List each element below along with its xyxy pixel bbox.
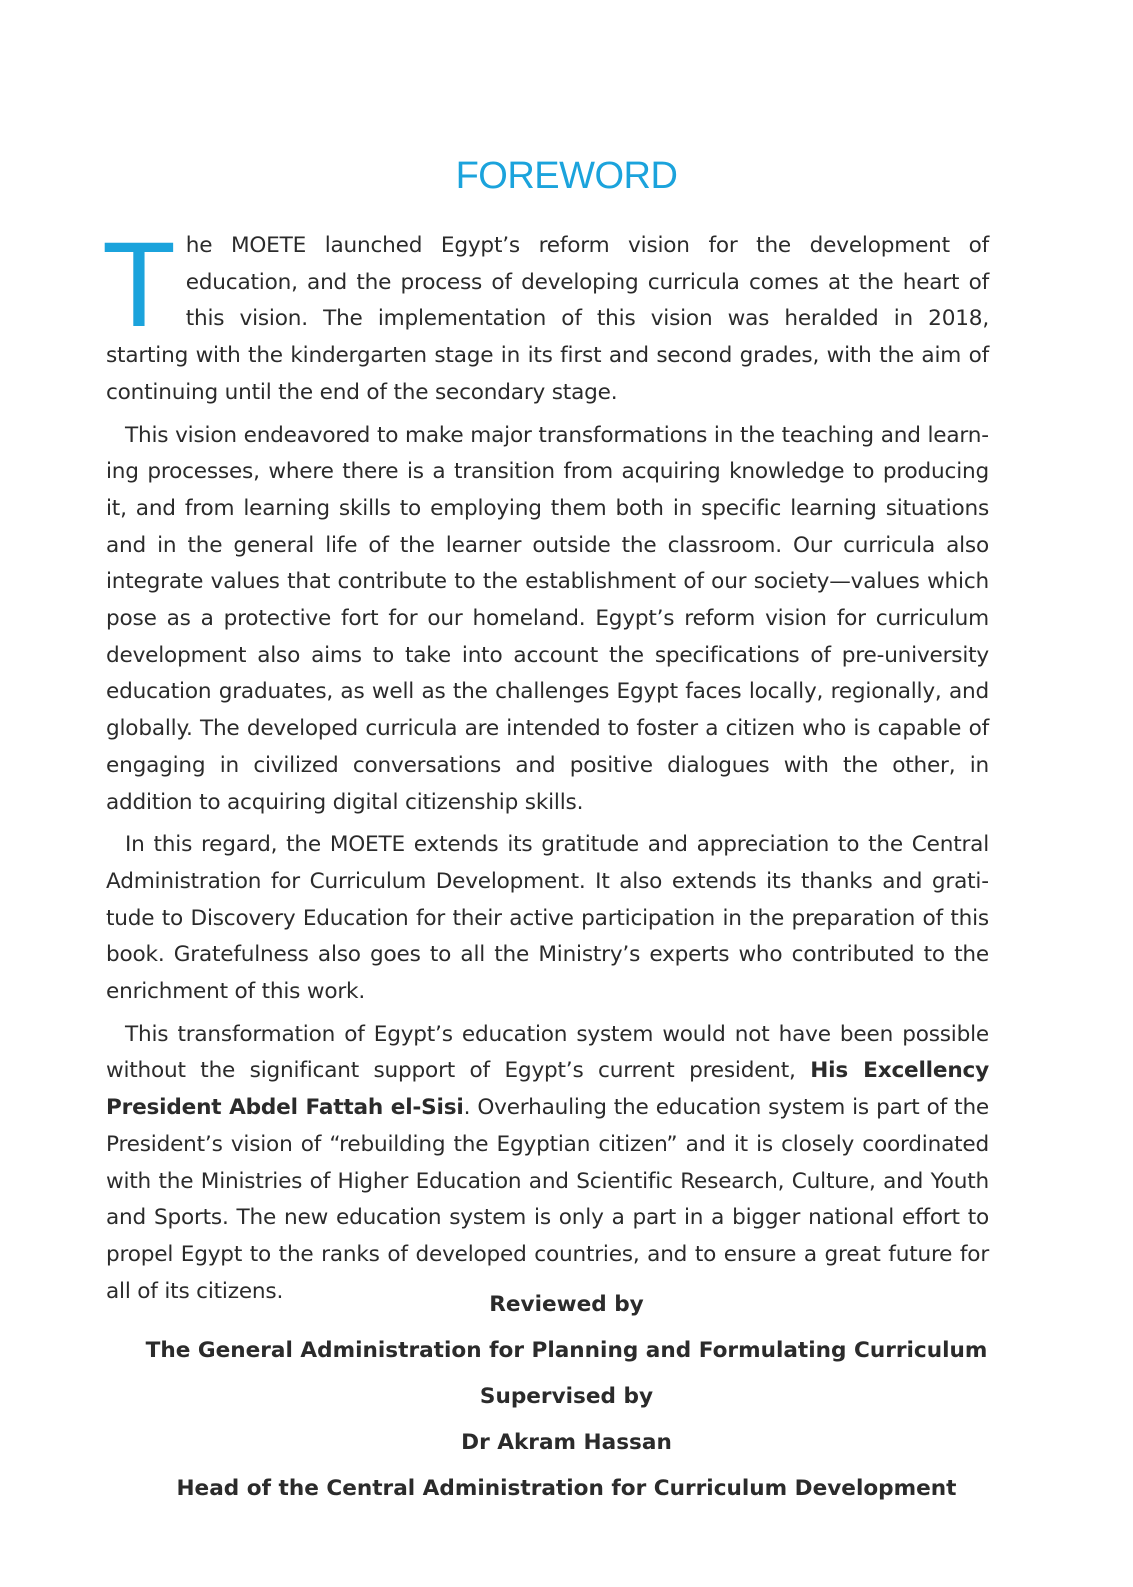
paragraph-4 — [106, 1017, 989, 1311]
reviewed-by-label: Reviewed by — [489, 1292, 644, 1317]
paragraph-3: In this regard, the MOETE extends its gratitude and appreciation to the Central Administration for Curriculum Development. It also extends its thanks and gratitude to Discovery Education for their active participation in the preparation of this book. Gratefulness also goes to all the Ministry’s experts who contributed to the enrichment of this work. — [106, 832, 989, 1005]
drop-cap: T — [102, 216, 176, 352]
president-name: His Excellency President Abdel Fattah el-Sisi — [106, 1058, 989, 1121]
paragraph-2: This vision endeavored to make major transformations in the teaching and learning processes, where there is a transition from acquiring knowledge to producing it, and from learning skills to employing them both in specific learning situations and in the general life of the learner outside the classroom. Our curricula also integrate values that contribute to the establishment of our society—values which pose as a protective fort for our homeland. Egypt’s reform vision for curriculum development also aims to take into account the specifications of pre-university education graduates, as well as the challenges Egypt faces locally, regionally, and globally. The developed curricula are intended to foster a citizen who is capable of engaging in civilized conversations and positive dialogues with the other, in addition to acquiring digital citizenship skills. — [106, 422, 989, 815]
reviewer-name: The General Administration for Planning and Formulating Curriculum — [145, 1338, 988, 1363]
paragraph-1 — [102, 216, 989, 412]
page-title: FOREWORD — [455, 155, 678, 198]
foreword-body — [102, 216, 990, 1316]
paragraph-4-text-before: This transformation of Egypt’s education system would not have been possible without the significant support of Egypt’s current president, — [106, 1021, 989, 1084]
supervised-by-label: Supervised by — [479, 1384, 654, 1409]
supervisor-role: Head of the Central Administration for Curriculum Development — [176, 1476, 957, 1501]
supervisor-name: Dr Akram Hassan — [461, 1430, 672, 1455]
paragraph-1-text: he MOETE launched Egypt’s reform vision for the development of education, and the process of developing curricula comes at the heart of this vision. The implementation of this vision was heralded in 2018, starting with the kindergarten stage in its first and second grades, with the aim of continuing until the end of the secondary stage. — [106, 233, 989, 405]
paragraph-4-text-after: . Overhauling the education system is part of the President’s vision of “rebuilding the Egyptian citizen” and it is closely coordinated with the Ministries of Higher Education and Scientific Research, Culture, and Youth and Sports. The new education system is only a part in a bigger national effort to propel Egypt to the ranks of developed countries, and to ensure a great future for all of its citizens. — [106, 1095, 990, 1304]
credits-block — [0, 1290, 1133, 1520]
